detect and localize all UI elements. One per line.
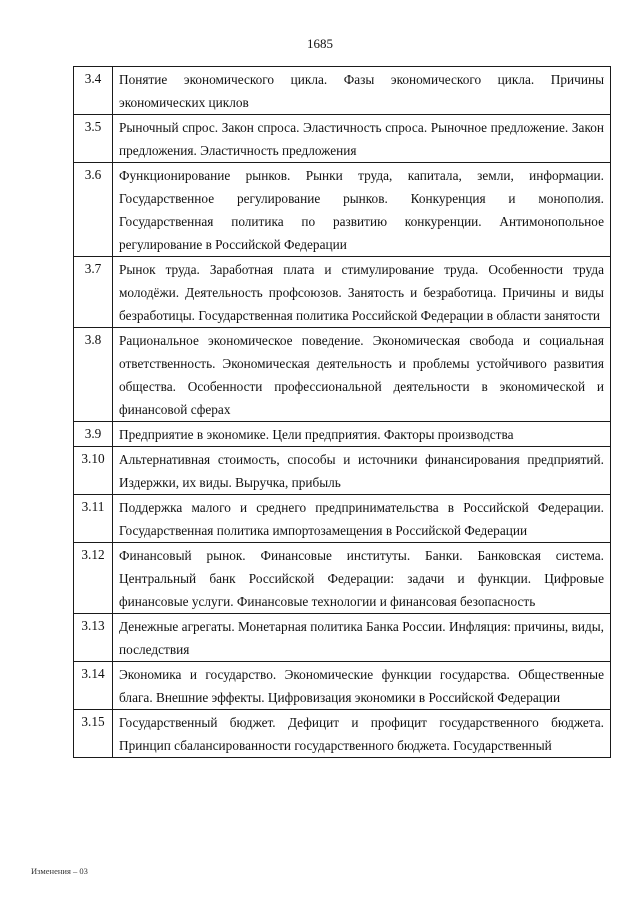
table-row: [74, 662, 611, 710]
table-row: [74, 710, 611, 758]
table-row: [74, 67, 611, 115]
row-text: Функционирование рынков. Рынки труда, капитала, земли, информации. Государственное регулирование рынков. Конкуренция и монополия. Государственная политика по развитию конкуренции. Антимонопольное регулирование в Российской Федерации: [113, 163, 611, 257]
row-number: 3.10: [74, 447, 113, 495]
row-text: Рациональное экономическое поведение. Экономическая свобода и социальная ответственность. Экономическая деятельность и проблемы устойчивого развития общества. Особенности профессиональной деятельности в экономической и финансовой сферах: [113, 328, 611, 422]
row-number: 3.7: [74, 257, 113, 328]
row-text: Государственный бюджет. Дефицит и профицит государственного бюджета. Принцип сбалансированности государственного бюджета. Государственный: [113, 710, 611, 758]
table-row: [74, 163, 611, 257]
topics-table: [73, 66, 611, 758]
row-text: Рынок труда. Заработная плата и стимулирование труда. Особенности труда молодёжи. Деятельность профсоюзов. Занятость и безработица. Причины и виды безработицы. Государственная политика Российской Федерации в области занятости: [113, 257, 611, 328]
row-text: Экономика и государство. Экономические функции государства. Общественные блага. Внешние эффекты. Цифровизация экономики в Российской Федерации: [113, 662, 611, 710]
row-number: 3.8: [74, 328, 113, 422]
row-number: 3.14: [74, 662, 113, 710]
table-row: [74, 328, 611, 422]
table-row: [74, 543, 611, 614]
table-row: [74, 257, 611, 328]
row-text: Предприятие в экономике. Цели предприятия. Факторы производства: [113, 422, 611, 447]
table-row: [74, 495, 611, 543]
row-number: 3.4: [74, 67, 113, 115]
row-text: Финансовый рынок. Финансовые институты. Банки. Банковская система. Центральный банк Российской Федерации: задачи и функции. Цифровые финансовые услуги. Финансовые технологии и финансовая безопасность: [113, 543, 611, 614]
row-text: Понятие экономического цикла. Фазы экономического цикла. Причины экономических циклов: [113, 67, 611, 115]
table-row: [74, 422, 611, 447]
row-text: Альтернативная стоимость, способы и источники финансирования предприятий. Издержки, их виды. Выручка, прибыль: [113, 447, 611, 495]
table-row: [74, 614, 611, 662]
table-row: [74, 447, 611, 495]
row-number: 3.11: [74, 495, 113, 543]
row-text: Рыночный спрос. Закон спроса. Эластичность спроса. Рыночное предложение. Закон предложения. Эластичность предложения: [113, 115, 611, 163]
row-number: 3.6: [74, 163, 113, 257]
row-number: 3.5: [74, 115, 113, 163]
row-number: 3.15: [74, 710, 113, 758]
row-number: 3.13: [74, 614, 113, 662]
table-row: [74, 115, 611, 163]
row-number: 3.9: [74, 422, 113, 447]
row-text: Поддержка малого и среднего предпринимательства в Российской Федерации. Государственная политика импортозамещения в Российской Федерации: [113, 495, 611, 543]
row-text: Денежные агрегаты. Монетарная политика Банка России. Инфляция: причины, виды, последствия: [113, 614, 611, 662]
page-number: 1685: [307, 36, 333, 51]
footer-revision: Изменения – 03: [31, 866, 88, 876]
row-number: 3.12: [74, 543, 113, 614]
